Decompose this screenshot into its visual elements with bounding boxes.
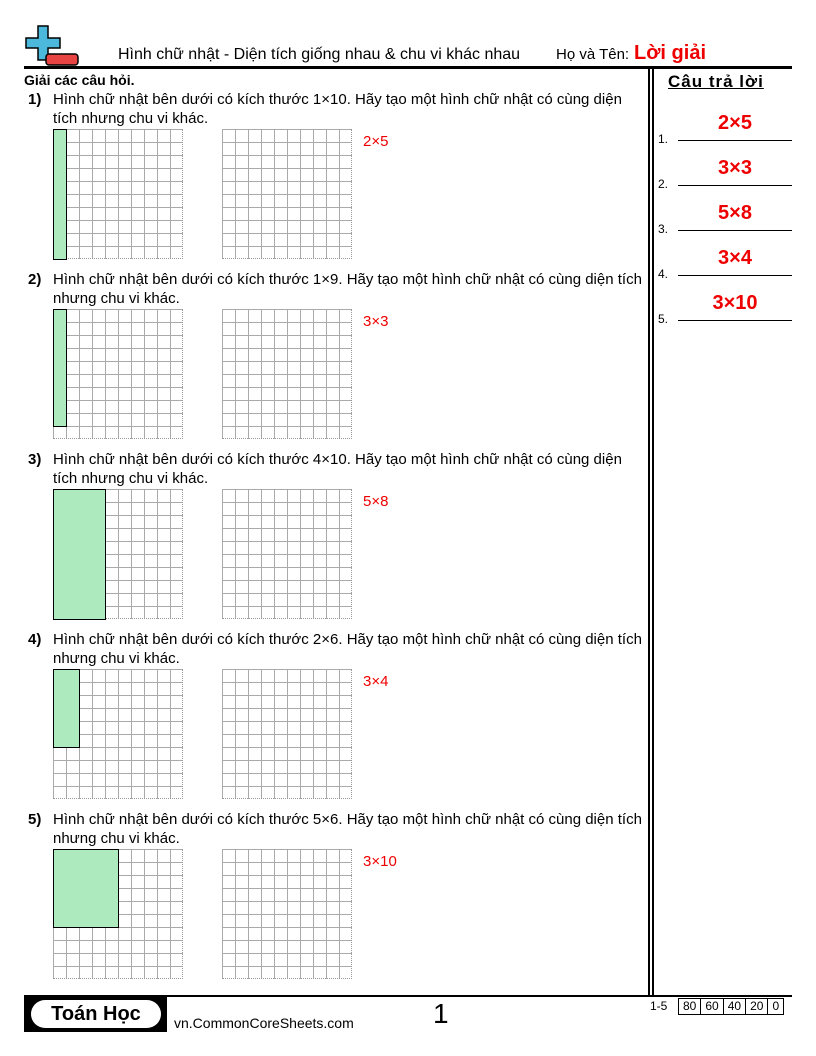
question-answer: 2×5 [363,133,389,150]
score-cell: 0 [767,999,783,1014]
answer-grid[interactable] [222,669,352,799]
instructions: Giải các câu hỏi. [24,72,135,88]
header-divider [24,66,792,69]
answer-number: 4. [658,267,669,281]
answer-value[interactable]: 5×8 [678,202,792,231]
given-rectangle [53,309,67,427]
question-number: 3) [28,451,42,468]
question-answer: 3×4 [363,673,389,690]
question-answer: 3×10 [363,853,397,870]
question-number: 1) [28,91,42,108]
answer-value[interactable]: 3×3 [678,157,792,186]
answer-number: 3. [658,222,669,236]
score-cell: 40 [723,999,745,1014]
question-text: Hình chữ nhật bên dưới có kích thước 5×6. Hãy tạo một hình chữ nhật có cùng diện tích nhưng chu vi khác. [53,811,642,847]
score-cell: 20 [745,999,767,1014]
column-divider [652,69,654,996]
score-table [678,998,784,1015]
question-text: Hình chữ nhật bên dưới có kích thước 2×6. Hãy tạo một hình chữ nhật có cùng diện tích nhưng chu vi khác. [53,631,642,667]
given-grid [53,129,183,259]
given-rectangle [53,849,119,928]
answer-grid[interactable] [222,489,352,619]
column-divider [648,69,650,996]
logo-plus-minus-icon [24,24,80,68]
question-text: Hình chữ nhật bên dưới có kích thước 1×10. Hãy tạo một hình chữ nhật có cùng diện tích nhưng chu vi khác. [53,91,622,127]
page-number: 1 [433,998,449,1029]
given-rectangle [53,129,67,260]
score-cell: 60 [700,999,722,1014]
answer-grid[interactable] [222,309,352,439]
question-text: Hình chữ nhật bên dưới có kích thước 4×10. Hãy tạo một hình chữ nhật có cùng diện tích nhưng chu vi khác. [53,451,622,487]
score-range: 1-5 [650,999,668,1013]
question-number: 5) [28,811,42,828]
name-label: Họ và Tên: [556,46,630,63]
answer-grid[interactable] [222,129,352,259]
answer-value[interactable]: 3×4 [678,247,792,276]
answer-heading: Câu trả lời [668,72,764,91]
question-number: 2) [28,271,42,288]
question-answer: 3×3 [363,313,389,330]
given-rectangle [53,669,80,748]
answer-grid[interactable] [222,849,352,979]
answer-number: 2. [658,177,669,191]
question-text: Hình chữ nhật bên dưới có kích thước 1×9. Hãy tạo một hình chữ nhật có cùng diện tích nhưng chu vi khác. [53,271,642,307]
question-number: 4) [28,631,42,648]
brand-label: Toán Học [31,1000,161,1028]
given-rectangle [53,489,106,620]
question-answer: 5×8 [363,493,389,510]
answer-number: 1. [658,132,669,146]
score-cell: 80 [683,999,697,1013]
answer-value[interactable]: 2×5 [678,112,792,141]
name-value: Lời giải [634,42,707,64]
worksheet-title: Hình chữ nhật - Diện tích giống nhau & chu vi khác nhau [118,46,521,63]
given-grid [53,309,183,439]
answer-number: 5. [658,312,669,326]
site-url: vn.CommonCoreSheets.com [174,1015,354,1031]
answer-value[interactable]: 3×10 [678,292,792,321]
